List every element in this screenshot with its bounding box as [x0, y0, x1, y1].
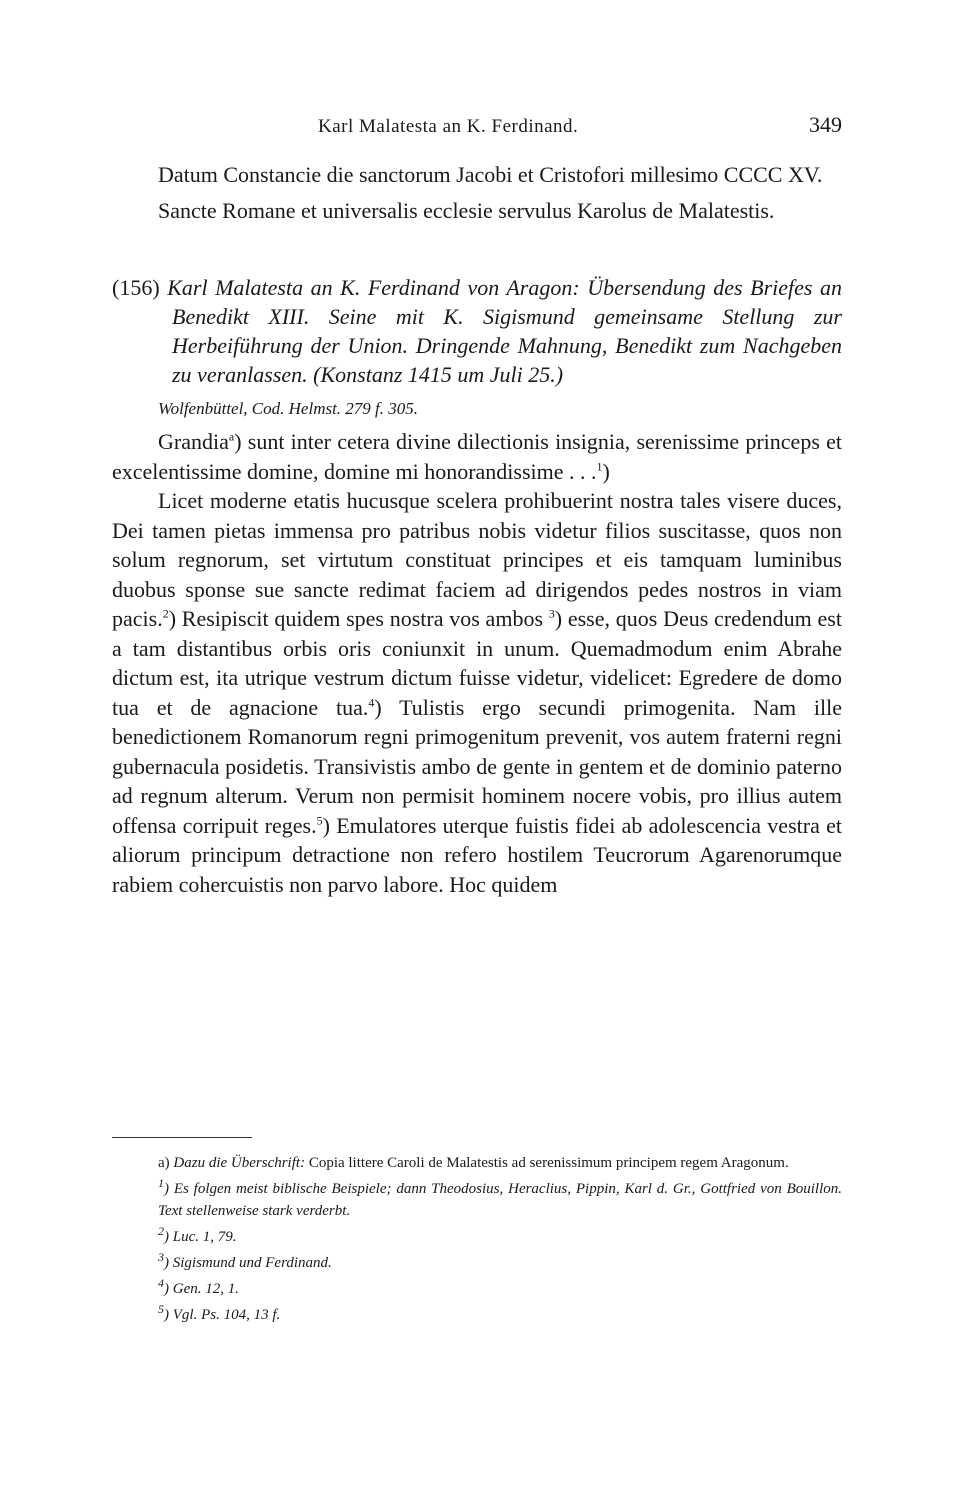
text-run: Grandia [158, 429, 229, 454]
footnote-4: $^4$) Gen. 12, 1. [158, 1276, 239, 1297]
footnote-text: Vgl. Ps. 104, 13 f. [172, 1307, 281, 1323]
main-text [112, 160, 842, 899]
footnote-2: $^2$) Luc. 1, 79. [158, 1224, 237, 1245]
footnote-1: $^1$) Es folgen meist biblische Beispiele; dann Theodosius, Heraclius, Pippin, Karl d. Gr., Gottfried von Bouillon. Text stellenweise stark verderbt. [158, 1176, 842, 1219]
source-reference: Wolfenbüttel, Cod. Helmst. 279 f. 305. [158, 399, 419, 418]
footnote-text: Es folgen meist biblische Beispiele; dann Theodosius, Heraclius, Pippin, Karl d. Gr., Gottfried von Bouillon. Text stellenweise stark verderbt. [158, 1181, 842, 1219]
document-heading [112, 273, 842, 389]
footnote-divider [112, 1137, 252, 1138]
footnote-text: Gen. 12, 1. [172, 1281, 239, 1297]
footnote-marker: 3 [158, 1250, 164, 1264]
footnote-text: Luc. 1, 79. [172, 1229, 237, 1245]
footnote-ref-5: 5 [316, 813, 323, 828]
footnote-5: $^5$) Vgl. Ps. 104, 13 f. [158, 1302, 281, 1323]
text-run: ) esse, quos Deus credendum est a tam distantibus orbis oris coniunxit in unum. Quemadmodum enim Abrahe dictum est, ita utrique vestrum dictum fuisse videtur, videlicet: Egredere de domo tua et de agnacione tua. [112, 606, 842, 720]
footnote-marker: a) [158, 1155, 170, 1171]
footnote-label: Dazu die Überschrift: [173, 1155, 306, 1171]
document-title: Karl Malatesta an K. Ferdinand von Aragon: Übersendung des Briefes an Benedikt XIII. Seine mit K. Sigismund gemeinsame Stellung zur Herbeiführung der Union. Dringende Mahnung, Benedikt zum Nachgeben zu veranlassen. (Konstanz 1415 um Juli 25.) [167, 275, 843, 387]
footnote-text: Copia littere Caroli de Malatestis ad serenissimum principem regem Aragonum. [305, 1155, 789, 1171]
dating-line: Datum Constancie die sanctorum Jacobi et Cristofori millesimo CCCC XV. [158, 162, 823, 187]
footnote-marker: 4 [158, 1276, 164, 1290]
text-run: ) [602, 458, 610, 484]
text-run: ) Emulatores uterque fuistis fidei ab adolescencia vestra et aliorum principum detractione non refero hostilem Teucrorum Agarenorumque rabiem cohercuistis non parvo labore. Hoc quidem [112, 812, 842, 897]
footnote-ref-a: a [228, 429, 235, 444]
text-run: ) Resipiscit quidem spes nostra vos ambos [168, 606, 549, 631]
signature-line: Sancte Romane et universalis ecclesie servulus Karolus de Malatestis. [158, 197, 775, 223]
footnotes [112, 1152, 842, 1330]
footnote-a [112, 1152, 842, 1174]
document-number: (156) [112, 275, 160, 300]
page-header [112, 112, 842, 142]
paragraph-2 [112, 486, 842, 899]
footnote-text: Sigismund und Ferdinand. [172, 1255, 332, 1271]
running-title: Karl Malatesta an K. Ferdinand. [318, 116, 579, 137]
footnote-ref-1: 1 [596, 459, 603, 474]
footnote-ref-3: 3 [548, 606, 555, 621]
text-run: ) sunt inter cetera divine dilectionis insignia, serenissime princeps et excelentissime domine, domine mi honorandissime . . . [112, 429, 842, 484]
footnote-marker: 5 [158, 1302, 164, 1316]
page-number: 349 [809, 112, 842, 137]
footnote-marker: 1 [158, 1176, 164, 1190]
footnote-marker: 2 [158, 1224, 164, 1238]
text-run: Licet moderne etatis hucusque scelera prohibuerint nostra tales visere duces, Dei tamen pietas immensa pro patribus nobis videtur filios suscitasse, quos non solum regnorum, set virtutum constituat principes et eis tamquam luminibus duobus sponse sue sancte redimat faciem ad dirigendos pedes nostros in viam pacis. [112, 488, 842, 631]
paragraph-1 [112, 427, 842, 486]
text-run: ) Tulistis ergo secundi primogenita. Nam ille benedictionem Romanorum regni primogenitum prevenit, vos autem fraterni regni gubernacula posidetis. Transivistis ambo de gente in gentem et de dominio paterno ad regnum alterum. Verum non permisit hominem nocere vobis, pro illius autem offensa corripuit reges. [112, 694, 842, 838]
footnote-ref-2: 2 [162, 606, 169, 621]
footnote-3: $^3$) Sigismund und Ferdinand. [158, 1250, 332, 1271]
footnote-ref-4: 4 [368, 695, 375, 710]
